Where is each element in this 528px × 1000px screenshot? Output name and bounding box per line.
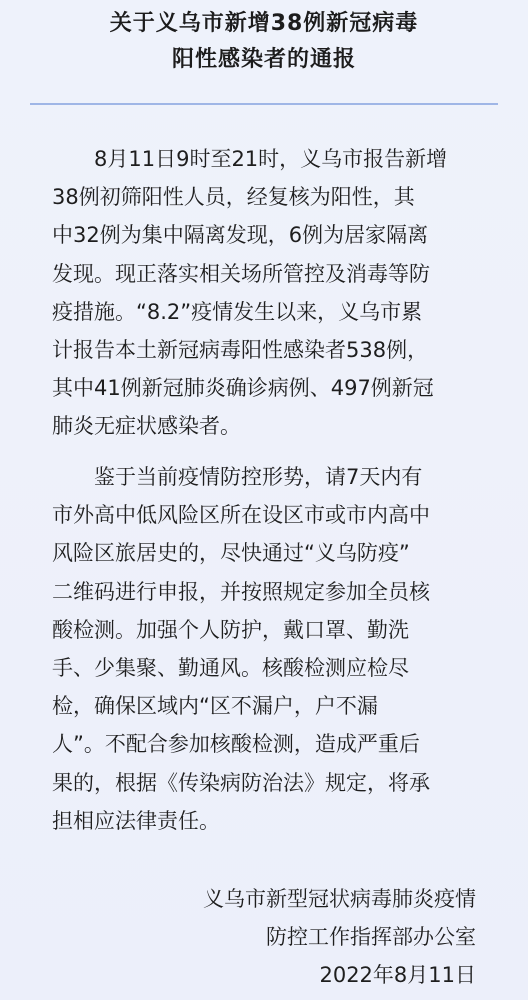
paragraph-line: 中32例为集中隔离发现，6例为居家隔离: [52, 223, 429, 248]
header-divider: [30, 103, 498, 105]
paragraph-line: 发现。现正落实相关场所管控及消毒等防: [52, 261, 430, 286]
signature-org-line-1: 义乌市新型冠状病毒肺炎疫情: [203, 887, 476, 911]
paragraph-line: 其中41例新冠肺炎确诊病例、497例新冠: [52, 376, 434, 401]
paragraph-line: 8月11日9时至21时，义乌市报告新增: [94, 147, 448, 171]
paragraph-line: 检，确保区域内“区不漏户，户不漏: [52, 694, 378, 719]
notice-paragraph-1: [52, 140, 492, 446]
signature-date: 2022年8月11日: [319, 963, 476, 987]
paragraph-line: 手、少集聚、勤通风。核酸检测应检尽: [52, 655, 409, 680]
notice-paragraph-2: [52, 458, 492, 840]
paragraph-line: 二维码进行申报，并按照规定参加全员核: [52, 579, 430, 604]
paragraph-line: 鉴于当前疫情防控形势，请7天内有: [94, 465, 423, 489]
notice-title-line-2: 阳性感染者的通报: [171, 47, 356, 72]
paragraph-line: 计报告本土新冠病毒阳性感染者538例，: [52, 337, 429, 362]
paragraph-line: 人”。不配合参加核酸检测，造成严重后: [52, 732, 420, 757]
notice-signature: [203, 880, 476, 994]
paragraph-line: 果的，根据《传染病防治法》规定，将承: [52, 770, 430, 795]
notice-title-line-1: 关于义乌市新增38例新冠病毒: [109, 11, 419, 36]
paragraph-line: 疫措施。“8.2”疫情发生以来，义乌市累: [52, 299, 423, 324]
paragraph-line: 风险区旅居史的，尽快通过“义乌防疫”: [52, 541, 410, 566]
notice-header: [0, 0, 528, 104]
signature-org-line-2: 防控工作指挥部办公室: [266, 925, 476, 949]
paragraph-line: 酸检测。加强个人防护，戴口罩、勤洗: [52, 617, 409, 642]
paragraph-line: 肺炎无症状感染者。: [52, 414, 241, 439]
paragraph-line: 38例初筛阳性人员，经复核为阳性，其: [52, 185, 415, 210]
paragraph-line: 市外高中低风险区所在设区市或市内高中: [52, 503, 430, 528]
paragraph-line: 担相应法律责任。: [52, 808, 220, 833]
